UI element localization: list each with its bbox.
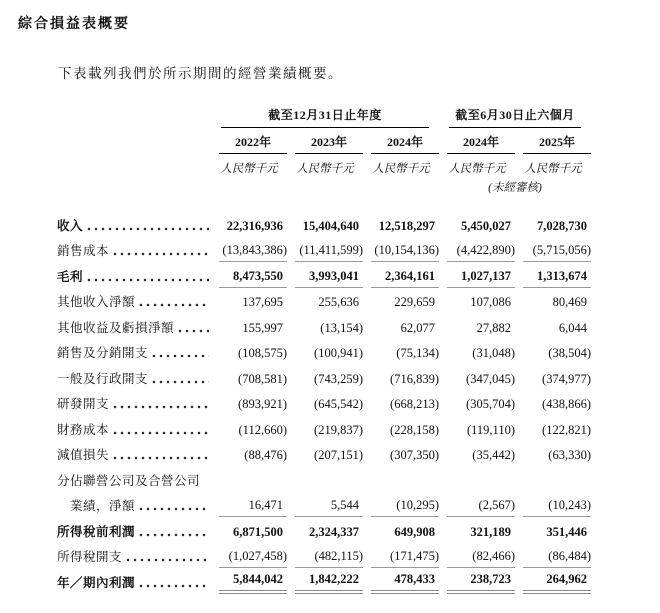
unit-label: 人民幣千元	[220, 163, 278, 175]
value-cell	[287, 295, 363, 313]
cell-value: (893,921)	[238, 397, 287, 411]
row-label: 業績，淨額	[70, 499, 136, 513]
table-row	[57, 339, 591, 365]
value-cell	[515, 489, 591, 492]
value-cell	[363, 489, 439, 492]
cell-value: 1,313,674	[537, 268, 587, 283]
cell-value: 6,871,500	[233, 524, 283, 539]
row-label: 所得稅開支	[57, 550, 123, 564]
value-cell	[211, 321, 287, 339]
value-cell	[363, 372, 439, 390]
value-cell	[439, 498, 515, 517]
cell-value: (5,715,056)	[532, 243, 591, 257]
cell-value: 6,044	[558, 320, 587, 335]
value-cell	[287, 498, 363, 517]
cell-value: 264,962	[546, 571, 587, 586]
row-label: 分佔聯營公司及合營公司	[57, 473, 201, 488]
value-cell	[211, 489, 287, 492]
value-cell	[515, 219, 591, 237]
dot-leader	[139, 302, 209, 308]
row-label: 其他收入淨額	[57, 295, 136, 309]
cell-value: 478,433	[394, 571, 435, 586]
table-row	[57, 313, 591, 339]
header-spacer	[57, 133, 211, 154]
dot-leader	[139, 506, 209, 512]
table-row	[57, 441, 591, 467]
cell-value: (10,154,136)	[374, 243, 439, 257]
cell-value: (347,045)	[466, 371, 515, 386]
unit-label: 人民幣千元	[524, 163, 582, 175]
page-title: 綜合損益表概要	[18, 15, 130, 31]
cell-value: (13,843,386)	[222, 243, 287, 257]
row-label: 毛利	[57, 269, 84, 284]
value-cell	[439, 489, 515, 492]
cell-value: (228,158)	[390, 422, 439, 437]
cell-value: (219,837)	[314, 422, 363, 437]
value-cell	[287, 572, 363, 594]
row-label: 減值損失	[57, 448, 110, 462]
value-cell	[363, 346, 439, 364]
value-cell	[439, 572, 515, 594]
cell-value: 238,723	[470, 571, 511, 586]
value-cell	[287, 448, 363, 466]
value-cell	[515, 346, 591, 364]
cell-value: 107,086	[470, 295, 511, 309]
value-cell	[515, 498, 591, 517]
row-label: 財務成本	[57, 422, 110, 437]
column-group-interim-label: 截至6月30日止六個月	[449, 106, 581, 128]
value-cell	[439, 549, 515, 568]
value-cell	[287, 321, 363, 339]
dot-leader	[113, 404, 209, 410]
table-row	[57, 492, 591, 518]
value-cell	[515, 372, 591, 390]
cell-value: 1,842,222	[309, 571, 359, 586]
value-cell	[439, 321, 515, 339]
value-cell	[515, 321, 591, 339]
value-cell	[363, 448, 439, 466]
cell-value: (2,567)	[478, 498, 515, 512]
row-label: 研發開支	[57, 397, 110, 411]
value-cell	[439, 346, 515, 364]
value-cell	[363, 243, 439, 262]
cell-value: 321,189	[470, 524, 511, 539]
cell-value: (108,575)	[238, 346, 287, 360]
value-cell	[515, 572, 591, 594]
value-cell	[211, 372, 287, 390]
value-cell	[363, 295, 439, 313]
value-cell	[439, 243, 515, 262]
cell-value: 27,882	[476, 320, 511, 335]
value-cell	[211, 498, 287, 517]
value-cell	[439, 372, 515, 390]
year-column-header: 2024年	[371, 133, 439, 154]
dot-leader	[139, 583, 209, 589]
value-cell	[211, 269, 287, 288]
cell-value: 2,364,161	[385, 268, 435, 283]
value-cell	[287, 243, 363, 262]
cell-value: (171,475)	[390, 549, 439, 563]
value-cell	[211, 397, 287, 415]
cell-value: (668,213)	[390, 397, 439, 411]
value-cell	[287, 525, 363, 543]
cell-value: (4,422,890)	[456, 243, 515, 257]
year-column-header: 2025年	[523, 133, 591, 154]
value-cell	[439, 448, 515, 466]
value-cell	[363, 397, 439, 415]
table-row	[57, 237, 591, 263]
year-column-header: 2024年	[447, 133, 515, 154]
column-group-annual	[211, 106, 439, 128]
value-cell	[363, 549, 439, 568]
table-row	[57, 262, 591, 288]
value-cell	[363, 525, 439, 543]
unaudited-note: (未經審核)	[488, 182, 542, 194]
table-row	[57, 211, 591, 237]
value-cell	[287, 423, 363, 441]
row-label: 銷售成本	[57, 244, 110, 258]
cell-value: 22,316,936	[226, 218, 283, 233]
cell-value: 7,028,730	[537, 218, 587, 233]
cell-value: 137,695	[242, 295, 283, 309]
cell-value: 8,473,550	[233, 268, 283, 283]
cell-value: (119,110)	[466, 422, 515, 437]
unit-label: 人民幣千元	[448, 163, 506, 175]
value-cell	[515, 423, 591, 441]
value-cell	[211, 295, 287, 313]
cell-value: (645,542)	[314, 397, 363, 411]
year-column-header: 2022年	[219, 133, 287, 154]
cell-value: 12,518,297	[378, 218, 435, 233]
value-cell	[211, 346, 287, 364]
cell-value: (13,154)	[320, 320, 363, 335]
cell-value: (112,660)	[238, 422, 287, 437]
row-label: 收入	[57, 218, 84, 233]
value-cell	[211, 549, 287, 568]
dot-leader	[152, 379, 209, 385]
dot-leader	[113, 251, 209, 257]
cell-value: (10,295)	[396, 498, 439, 512]
value-cell	[363, 219, 439, 237]
value-cell	[363, 572, 439, 594]
row-label: 一般及行政開支	[57, 371, 149, 386]
cell-value: (31,048)	[472, 346, 515, 360]
income-statement-table	[57, 106, 591, 594]
value-cell	[515, 243, 591, 262]
value-cell	[211, 219, 287, 237]
cell-value: (716,839)	[390, 371, 439, 386]
dot-leader	[87, 226, 209, 232]
cell-value: 3,993,041	[309, 268, 359, 283]
cell-value: (63,330)	[548, 448, 591, 462]
value-cell	[211, 448, 287, 466]
cell-value: (122,821)	[542, 422, 591, 437]
cell-value: (75,134)	[396, 346, 439, 360]
cell-value: 1,027,137	[461, 268, 511, 283]
cell-value: 5,844,042	[233, 571, 283, 586]
table-row	[57, 517, 591, 543]
cell-value: 155,997	[242, 320, 283, 335]
cell-value: (305,704)	[466, 397, 515, 411]
unit-label: 人民幣千元	[372, 163, 430, 175]
table-body	[57, 211, 591, 594]
cell-value: 16,471	[248, 498, 283, 512]
cell-value: 255,636	[318, 295, 359, 309]
year-column-header: 2023年	[295, 133, 363, 154]
dot-leader	[87, 277, 209, 283]
column-group-interim	[439, 106, 591, 128]
cell-value: 5,544	[330, 498, 359, 512]
value-cell	[287, 269, 363, 288]
table-row	[57, 364, 591, 390]
cell-value: 2,324,337	[309, 524, 359, 539]
value-cell	[515, 448, 591, 466]
cell-value: (743,259)	[314, 371, 363, 386]
row-label: 銷售及分銷開支	[57, 346, 149, 360]
cell-value: (10,243)	[548, 498, 591, 512]
dot-leader	[178, 328, 209, 334]
header-spacer	[57, 106, 211, 128]
cell-value: (307,350)	[390, 448, 439, 462]
intro-text: 下表載列我們於所示期間的經營業績概要。	[58, 66, 343, 81]
value-cell	[515, 269, 591, 288]
value-cell	[439, 397, 515, 415]
value-cell	[287, 346, 363, 364]
cell-value: (708,581)	[238, 371, 287, 386]
value-cell	[515, 397, 591, 415]
dot-leader	[126, 557, 209, 563]
value-cell	[515, 295, 591, 313]
cell-value: (88,476)	[244, 448, 287, 462]
header-spacer	[57, 160, 211, 176]
cell-value: (482,115)	[314, 549, 363, 563]
dot-leader	[139, 532, 209, 538]
dot-leader	[113, 455, 209, 461]
table-row	[57, 543, 591, 569]
value-cell	[287, 549, 363, 568]
value-cell	[363, 423, 439, 441]
table-header-units	[57, 160, 591, 176]
value-cell	[439, 295, 515, 313]
value-cell	[363, 321, 439, 339]
value-cell	[211, 423, 287, 441]
value-cell	[287, 372, 363, 390]
value-cell	[439, 525, 515, 543]
value-cell	[363, 269, 439, 288]
table-row	[57, 390, 591, 416]
value-cell	[211, 243, 287, 262]
table-row	[57, 568, 591, 594]
unit-label: 人民幣千元	[296, 163, 354, 175]
cell-value: (86,484)	[548, 549, 591, 563]
value-cell	[287, 489, 363, 492]
value-cell	[211, 572, 287, 594]
column-group-annual-label: 截至12月31日止年度	[221, 106, 429, 128]
table-header-groups	[57, 106, 591, 128]
cell-value: 80,469	[552, 295, 587, 309]
value-cell	[515, 549, 591, 568]
cell-value: 351,446	[546, 524, 587, 539]
table-row	[57, 288, 591, 314]
value-cell	[211, 525, 287, 543]
cell-value: (82,466)	[472, 549, 515, 563]
cell-value: (35,442)	[472, 448, 515, 462]
cell-value: 15,404,640	[302, 218, 359, 233]
value-cell	[287, 219, 363, 237]
value-cell	[439, 423, 515, 441]
cell-value: (38,504)	[548, 346, 591, 360]
value-cell	[439, 219, 515, 237]
row-label: 所得稅前利潤	[57, 524, 136, 539]
cell-value: (1,027,458)	[228, 549, 287, 563]
row-label: 年／期內利潤	[57, 575, 136, 590]
cell-value: (100,941)	[314, 346, 363, 360]
cell-value: (438,866)	[542, 397, 591, 411]
cell-value: 5,450,027	[461, 218, 511, 233]
table-row	[57, 466, 591, 492]
table-header-years	[57, 133, 591, 154]
value-cell	[287, 397, 363, 415]
row-label: 其他收益及虧損淨額	[57, 320, 175, 335]
value-cell	[363, 498, 439, 517]
table-row	[57, 415, 591, 441]
cell-value: (11,411,599)	[299, 243, 363, 257]
dot-leader	[152, 353, 209, 359]
value-cell	[439, 269, 515, 288]
cell-value: (374,977)	[542, 371, 591, 386]
dot-leader	[113, 430, 209, 436]
cell-value: 229,659	[394, 295, 435, 309]
value-cell	[515, 525, 591, 543]
cell-value: 62,077	[400, 320, 435, 335]
cell-value: 649,908	[394, 524, 435, 539]
cell-value: (207,151)	[314, 448, 363, 462]
